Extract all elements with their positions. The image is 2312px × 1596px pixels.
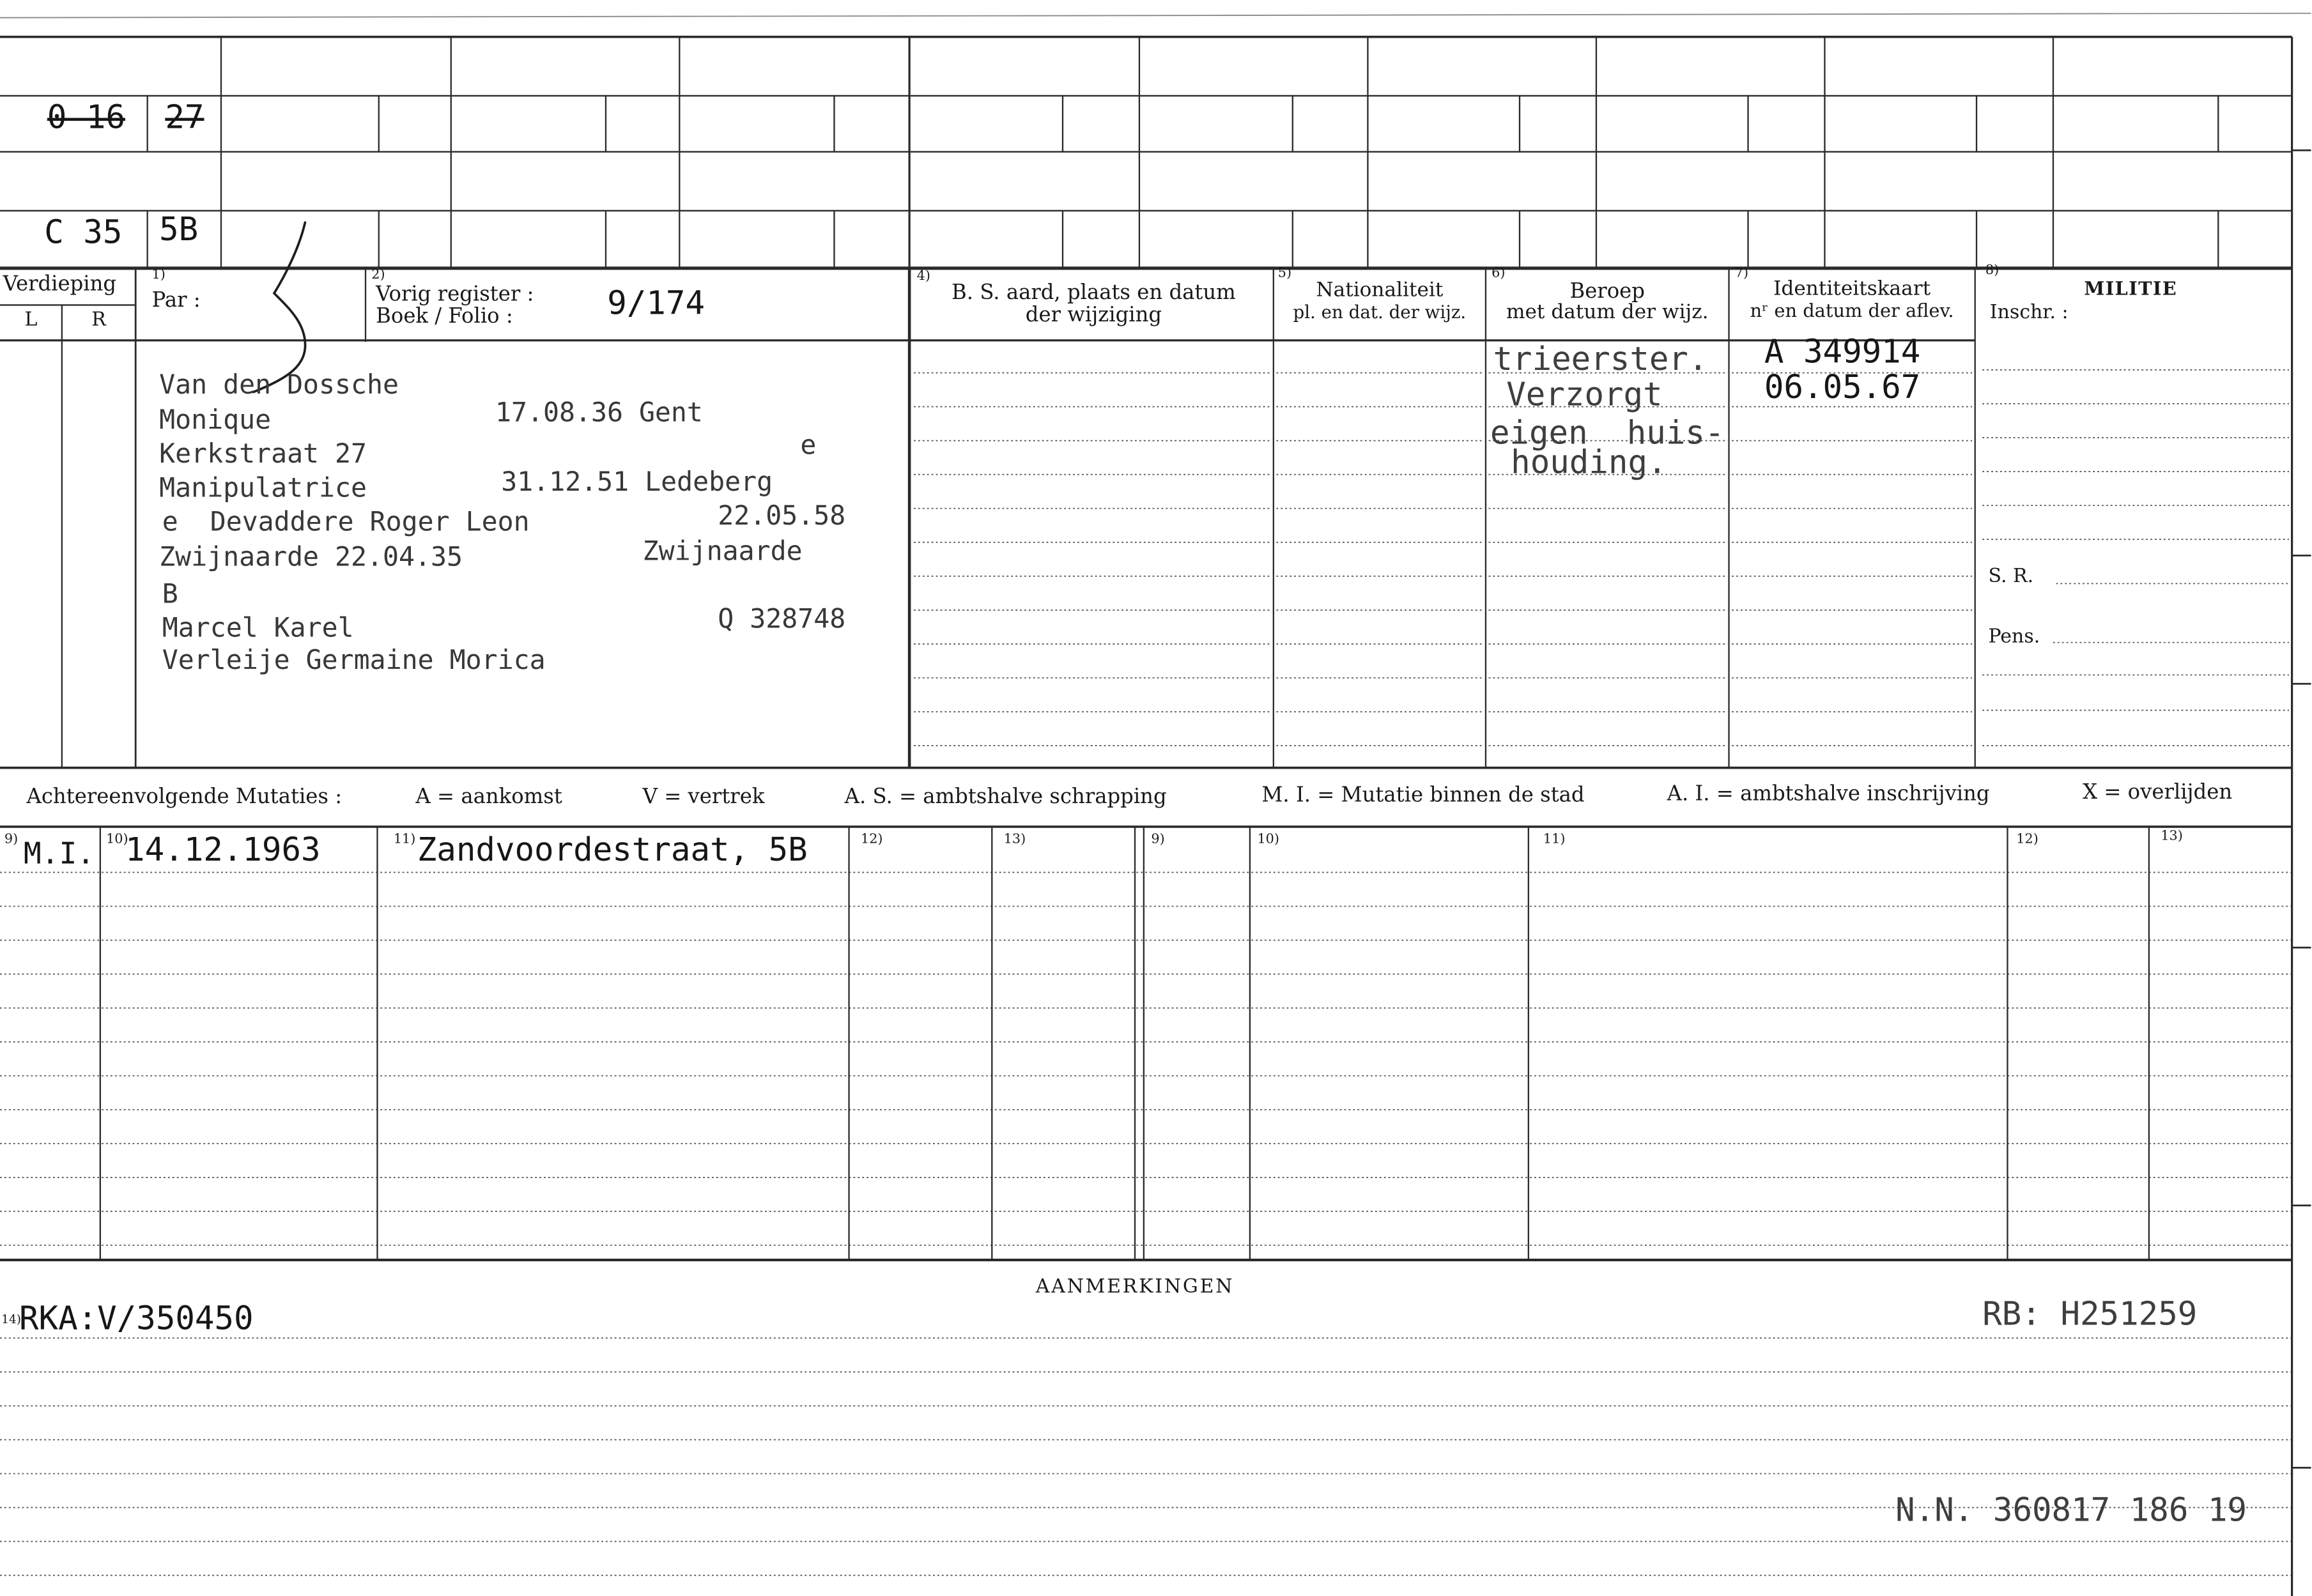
mutation-col-number: 12)	[2016, 833, 2038, 848]
mutation-type: M.I.	[23, 835, 95, 871]
person-spouse-birth: Zwijnaarde 22.04.35	[159, 542, 463, 574]
person-address-note: e	[800, 430, 817, 461]
aanmerking-national-number: N.N. 360817 186 19	[1895, 1492, 2247, 1530]
beroep-entry-line: trieerster.	[1493, 342, 1708, 379]
vorig-register-label: Vorig register :	[376, 282, 534, 307]
register-number: C 35	[44, 215, 123, 252]
mutation-col-number: 9)	[4, 833, 19, 848]
identity-card-number: A 349914	[1764, 334, 1921, 372]
verdieping-label: Verdieping	[3, 272, 117, 296]
identiteitskaart-column-number: 7)	[1734, 266, 1749, 282]
mutaties-legend-title: Achtereenvolgende Mutaties :	[26, 785, 343, 810]
nationaliteit-label-line1: Nationaliteit	[1316, 278, 1444, 302]
beroep-column-number: 6)	[1491, 266, 1506, 282]
verdieping-l-label: L	[24, 309, 38, 332]
legend-vertrek: V = vertrek	[642, 785, 765, 810]
identity-card-date: 06.05.67	[1764, 369, 1921, 407]
par-label: Par :	[151, 289, 201, 312]
mutation-date: 14.12.1963	[125, 833, 321, 870]
legend-ambtshalve-inschrijving: A. I. = ambtshalve inschrijving	[1667, 782, 1990, 806]
mutation-col-number: 13)	[2161, 829, 2183, 845]
person-address: Kerkstraat 27	[159, 439, 367, 470]
identiteitskaart-label-line2: nʳ en datum der aflev.	[1750, 299, 1954, 321]
nationaliteit-label-line2: pl. en dat. der wijz.	[1293, 302, 1467, 323]
mutation-col-number: 11)	[393, 833, 416, 848]
legend-overlijden: X = overlijden	[2083, 781, 2233, 805]
militie-title: MILITIE	[2084, 277, 2178, 300]
pen-check-mark	[254, 222, 305, 392]
boek-folio-value: 9/174	[607, 286, 705, 323]
boek-folio-label: Boek / Folio :	[376, 305, 513, 329]
bs-column-number: 4)	[916, 270, 930, 285]
card-top-edge	[0, 13, 2311, 18]
aanmerkingen-title: AANMERKINGEN	[1035, 1276, 1235, 1299]
mutation-col-number: 13)	[1003, 833, 1026, 848]
person-spouse-place: Zwijnaarde	[642, 536, 803, 568]
militie-inschr-label: Inschr. :	[1989, 302, 2069, 325]
person-occupation: Manipulatrice	[159, 473, 367, 504]
vorig-register-column-number: 2)	[371, 268, 385, 283]
aanmerking-rka: RKA:V/350450	[19, 1301, 254, 1339]
legend-ambtshalve-schrapping: A. S. = ambtshalve schrapping	[844, 785, 1167, 810]
aanmerking-rb: RB: H251259	[1982, 1296, 2198, 1334]
beroep-entry-line: eigen huis-	[1490, 415, 1725, 453]
identiteitskaart-label-line1: Identiteitskaart	[1773, 277, 1931, 301]
aanmerkingen-number: 14)	[1, 1313, 22, 1326]
register-house-number: 5B	[159, 212, 199, 249]
verdieping-r-label: R	[91, 309, 106, 332]
person-father: Marcel Karel	[162, 613, 354, 644]
mutation-address: Zandvoordestraat, 5B	[417, 833, 808, 870]
militie-column-number: 8)	[1985, 263, 2000, 279]
bs-label-line1: B. S. aard, plaats en datum	[952, 281, 1236, 305]
militie-sr-label: S. R.	[1988, 565, 2034, 588]
beroep-label-line1: Beroep	[1569, 280, 1645, 304]
mutation-col-number: 11)	[1543, 833, 1566, 848]
person-marriage: 31.12.51 Ledeberg	[501, 467, 773, 498]
legend-aankomst: A = aankomst	[415, 785, 562, 810]
beroep-entry-line: Verzorgt	[1506, 377, 1663, 415]
militie-pens-label: Pens.	[1988, 626, 2040, 648]
person-id-ref: Q 328748	[718, 604, 846, 636]
person-mother: Verleije Germaine Morica	[162, 645, 546, 677]
person-first-name: Monique	[159, 405, 272, 436]
person-spouse-date: 22.05.58	[718, 501, 846, 532]
person-nationality-mark: B	[162, 579, 178, 610]
beroep-entry-line: houding.	[1511, 445, 1667, 482]
mutation-col-number: 12)	[860, 833, 883, 848]
mutation-col-number: 10)	[1257, 833, 1279, 848]
register-old-number: 0 16	[47, 100, 126, 137]
person-birth: 17.08.36 Gent	[495, 397, 703, 429]
register-old-house-number: 27	[165, 100, 204, 137]
mutation-col-number: 9)	[1151, 833, 1165, 848]
bs-label-line2: der wijziging	[1025, 303, 1162, 328]
person-spouse: e Devaddere Roger Leon	[162, 507, 530, 538]
par-column-number: 1)	[151, 268, 166, 283]
mutation-col-number: 10)	[106, 833, 128, 848]
beroep-label-line2: met datum der wijz.	[1506, 300, 1709, 325]
person-surname: Van den Dossche	[159, 369, 399, 401]
legend-mutatie-binnen-stad: M. I. = Mutatie binnen de stad	[1261, 784, 1585, 808]
nationaliteit-column-number: 5)	[1277, 266, 1292, 282]
